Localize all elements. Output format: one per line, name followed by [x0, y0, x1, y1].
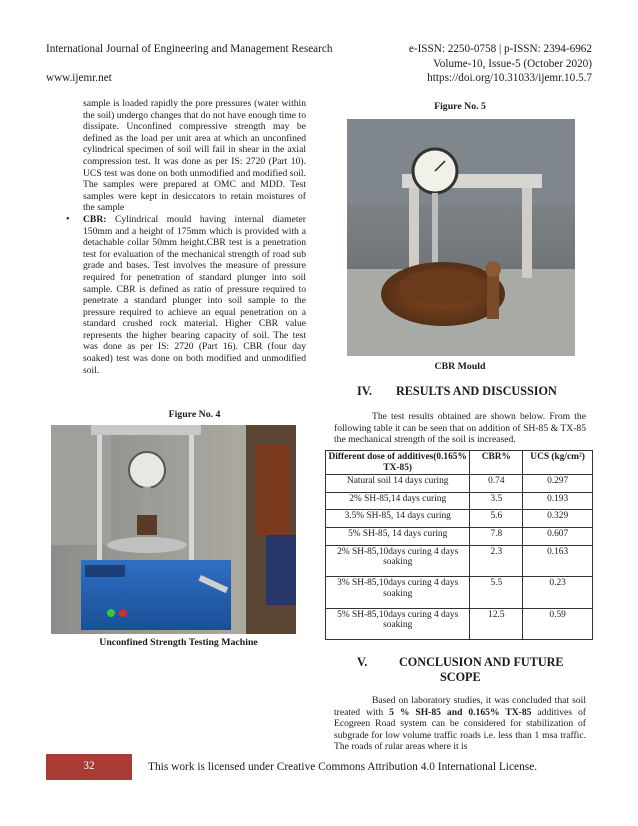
cbr-label: CBR: — [83, 213, 107, 225]
cell-dose: 2% SH-85,14 days curing — [326, 492, 470, 510]
table-row — [326, 545, 593, 576]
table-row — [326, 577, 593, 608]
results-table — [325, 450, 593, 640]
table-row — [326, 475, 593, 493]
cell-dose: 2% SH-85,10days curing 4 days soaking — [326, 545, 470, 576]
results-table-wrap — [325, 450, 593, 640]
table-row — [326, 510, 593, 528]
figure4-caption: Unconfined Strength Testing Machine — [99, 637, 258, 648]
results-intro: The test results obtained are shown below. From the following table it can be seen that on addition of SH-85 & TX-85 the mechanical strength of the soil is increased. — [334, 411, 586, 446]
cell-dose: 3% SH-85,10days curing 4 days soaking — [326, 577, 470, 608]
license-text: This work is licensed under Creative Commons Attribution 4.0 International License. — [148, 761, 538, 773]
cell-cbr: 7.8 — [470, 528, 523, 546]
page-number: 32 — [83, 760, 95, 772]
cell-ucs: 0.59 — [523, 608, 593, 639]
table-row — [326, 608, 593, 639]
cbr-bullet-item — [66, 213, 306, 376]
table-row — [326, 492, 593, 510]
cell-cbr: 5.6 — [470, 510, 523, 528]
section5-title-line1: CONCLUSION AND FUTURE — [399, 655, 564, 669]
conclusion-paragraph — [334, 695, 586, 753]
cell-ucs: 0.23 — [523, 577, 593, 608]
col-header-cbr: CBR% — [470, 451, 523, 475]
cell-dose: 5% SH-85,10days curing 4 days soaking — [326, 608, 470, 639]
figure5-photo — [347, 119, 575, 356]
section4-title: RESULTS AND DISCUSSION — [396, 384, 557, 398]
section5-number: V. — [357, 655, 368, 669]
conclusion-text-2: additives of Ecogreen Road system can be considered for stabilization of subgrade for low volume traffic roads i.e. less than 1 msa traffic. The roads of rular areas where it is — [334, 706, 587, 753]
cell-dose: 5% SH-85, 14 days curing — [326, 528, 470, 546]
figure4-photo — [51, 425, 296, 634]
cell-ucs: 0.193 — [523, 492, 593, 510]
section5-title-line2: SCOPE — [440, 670, 481, 684]
figure4-label: Figure No. 4 — [168, 409, 221, 420]
cell-dose: 3.5% SH-85, 14 days curing — [326, 510, 470, 528]
section4-number: IV. — [357, 384, 373, 398]
cell-cbr: 2.3 — [470, 545, 523, 576]
bullet-icon: • — [66, 213, 70, 225]
col-header-dose: Different dose of additives(0.165% TX-85) — [326, 451, 470, 475]
doi-link[interactable]: https://doi.org/10.31033/ijemr.10.5.7 — [427, 72, 592, 84]
cbr-text: Cylindrical mould having internal diameter 150mm and a height of 175mm which is provided with a detachable collar 50mm height.CBR test is a penetration test for evaluation of the mechanical strength of road sub grade and bases. Test involves the measure of pressure required for penetration of standard plunger into soil sample. CBR is defined as ratio of pressure required to penetrate a standard plunger into soil sample to the pressure required to achieve an equal penetration on a standard crushed rock material. Higher CBR value represents the higher bearing capacity of soil. The test was done as per IS: 2720 (Part 16). CBR (four day soaked) test was done on both modified and unmodified soil. — [83, 213, 306, 376]
cell-dose: Natural soil 14 days curing — [326, 475, 470, 493]
figure5-label: Figure No. 5 — [434, 101, 486, 112]
cell-cbr: 0.74 — [470, 475, 523, 493]
cell-cbr: 3.5 — [470, 492, 523, 510]
ucs-paragraph: sample is loaded rapidly the pore pressures (water within the soil) undergo changes that do not have enough time to dissipate. Unconfined compressive strength may be defined as the load per unit area at which an unconfined cylindrical specimen of soil will fail in shear in the axial compression test. It was done as per IS: 2720 (Part 10). UCS test was done on both unmodified and modified soil. The samples were prepared at OMC and MDD. Test samples were kept in desiccators to retain moistures of the sample — [83, 98, 306, 214]
table-row — [326, 528, 593, 546]
cell-ucs: 0.297 — [523, 475, 593, 493]
cell-ucs: 0.329 — [523, 510, 593, 528]
figure5-caption: CBR Mould — [434, 361, 486, 372]
left-column — [66, 98, 306, 376]
conclusion-bold: 5 % SH-85 and 0.165% TX-85 — [389, 706, 532, 718]
journal-title: International Journal of Engineering and Management Research — [46, 43, 333, 55]
cell-ucs: 0.607 — [523, 528, 593, 546]
cell-cbr: 12.5 — [470, 608, 523, 639]
cell-ucs: 0.163 — [523, 545, 593, 576]
cell-cbr: 5.5 — [470, 577, 523, 608]
col-header-ucs: UCS (kg/cm²) — [523, 451, 593, 475]
volume-issue: Volume-10, Issue-5 (October 2020) — [433, 58, 592, 70]
issn: e-ISSN: 2250-0758 | p-ISSN: 2394-6962 — [408, 43, 592, 55]
conclusion-text-1: Based on laboratory studies, it was concluded that soil treated with — [334, 695, 586, 718]
website-link[interactable]: www.ijemr.net — [46, 72, 112, 84]
table-header-row — [326, 451, 593, 475]
